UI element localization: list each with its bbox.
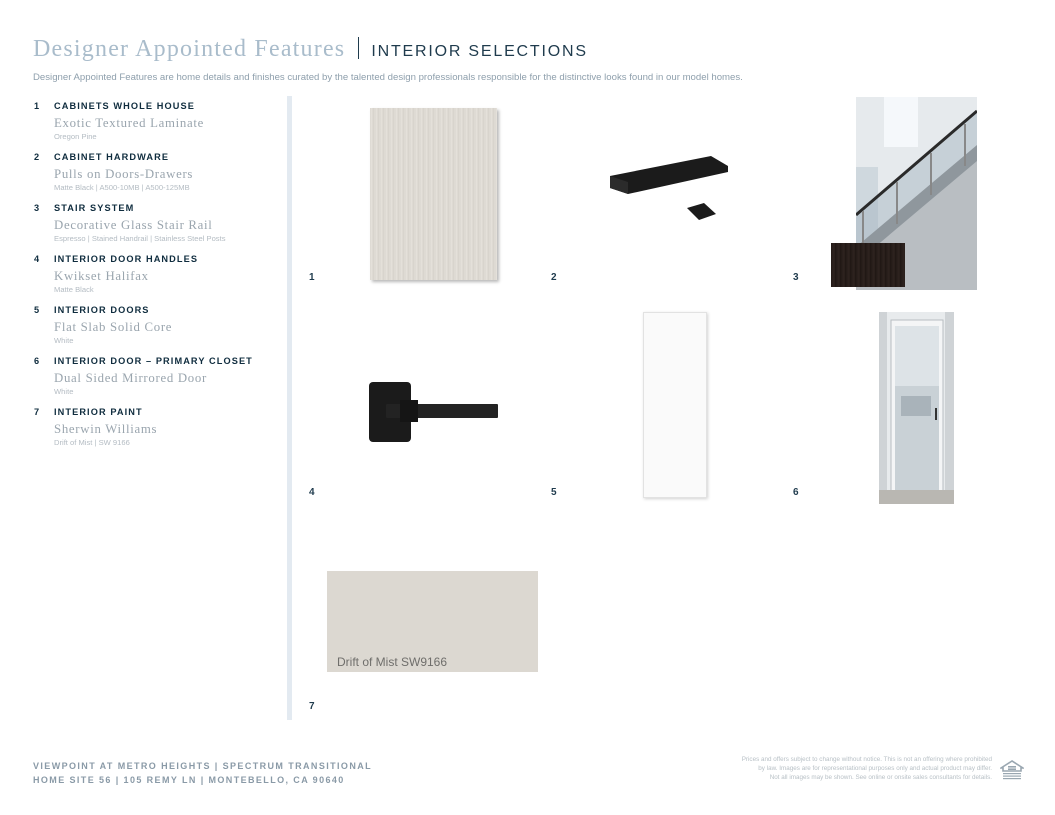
gallery-number: 1 <box>309 272 315 283</box>
selection-number: 2 <box>34 152 41 162</box>
selection-number: 4 <box>34 254 41 264</box>
equal-housing-opportunity-icon <box>1000 759 1024 783</box>
paint-swatch-image <box>327 571 538 672</box>
selection-detail: Drift of Mist | SW 9166 <box>54 438 130 447</box>
pull-small-shape <box>687 203 716 220</box>
selection-item <box>34 305 279 356</box>
page-header <box>33 34 1023 83</box>
selection-name: CABINETS WHOLE HOUSE <box>54 101 195 111</box>
selection-product: Sherwin Williams <box>54 422 158 436</box>
selection-detail: Espresso | Stained Handrail | Stainless Steel Posts <box>54 234 226 243</box>
selection-item <box>34 152 279 203</box>
paint-swatch-label: Drift of Mist SW9166 <box>337 655 448 669</box>
selection-name: INTERIOR DOOR HANDLES <box>54 254 199 264</box>
selection-product: Pulls on Doors-Drawers <box>54 167 194 181</box>
selection-product: Kwikset Halifax <box>54 269 149 283</box>
selection-number: 6 <box>34 356 41 366</box>
mirrored-door-drawing <box>879 312 954 504</box>
gallery-number: 2 <box>551 272 557 283</box>
selection-detail: White <box>54 336 74 345</box>
page-title: Designer Appointed Features <box>33 36 346 62</box>
footer-address <box>33 759 372 787</box>
disclaimer-line: Prices and offers subject to change without notice. This is not an offering where prohibited <box>741 756 992 763</box>
selection-number: 1 <box>34 101 41 111</box>
cabinet-pull-image <box>604 150 734 230</box>
selection-detail: Matte Black <box>54 285 94 294</box>
selection-item <box>34 254 279 305</box>
selection-number: 7 <box>34 407 41 417</box>
footer-community: VIEWPOINT AT METRO HEIGHTS | SPECTRUM TRANSITIONAL <box>33 761 373 771</box>
title-row <box>33 34 1023 63</box>
section-divider <box>287 96 292 720</box>
white-door-image <box>643 312 707 498</box>
door-handle-image <box>366 378 502 444</box>
selection-product: Decorative Glass Stair Rail <box>54 218 213 232</box>
selection-name: STAIR SYSTEM <box>54 203 135 213</box>
selection-detail: White <box>54 387 74 396</box>
intro-text: Designer Appointed Features are home details and finishes curated by the talented design professionals responsible for the distinctive looks found in our model homes. <box>33 72 743 83</box>
selection-number: 3 <box>34 203 41 213</box>
laminate-swatch-image <box>370 108 497 280</box>
gallery-number: 3 <box>793 272 799 283</box>
selection-item <box>34 203 279 254</box>
page-subtitle: INTERIOR SELECTIONS <box>371 43 588 60</box>
selection-name: CABINET HARDWARE <box>54 152 170 162</box>
disclaimer-line: Not all images may be shown. See online or onsite sales consultants for details. <box>769 774 992 781</box>
title-divider <box>358 37 359 59</box>
gallery-number: 6 <box>793 487 799 498</box>
gallery-number: 5 <box>551 487 557 498</box>
gallery-number: 7 <box>309 701 315 712</box>
handle-neck-shape <box>400 400 418 422</box>
gallery-number: 4 <box>309 487 315 498</box>
espresso-swatch-image <box>831 243 905 287</box>
selection-item <box>34 407 279 458</box>
selection-item <box>34 101 279 152</box>
selection-item <box>34 356 279 407</box>
selection-name: INTERIOR PAINT <box>54 407 143 417</box>
selection-detail: Oregon Pine <box>54 132 97 141</box>
selection-detail: Matte Black | A500-10MB | A500-125MB <box>54 183 190 192</box>
selection-name: INTERIOR DOORS <box>54 305 150 315</box>
footer-disclaimer <box>672 755 992 782</box>
mirrored-door-image <box>879 312 954 504</box>
disclaimer-line: by law. Images are for representational purposes only and actual product may differ. <box>758 765 992 772</box>
selection-name: INTERIOR DOOR – PRIMARY CLOSET <box>54 356 253 366</box>
selection-number: 5 <box>34 305 41 315</box>
selection-product: Exotic Textured Laminate <box>54 116 204 130</box>
selection-product: Flat Slab Solid Core <box>54 320 173 334</box>
selection-product: Dual Sided Mirrored Door <box>54 371 207 385</box>
footer-homesite: HOME SITE 56 | 105 REMY LN | MONTEBELLO, CA 90640 <box>33 775 345 785</box>
selection-list <box>34 101 279 458</box>
